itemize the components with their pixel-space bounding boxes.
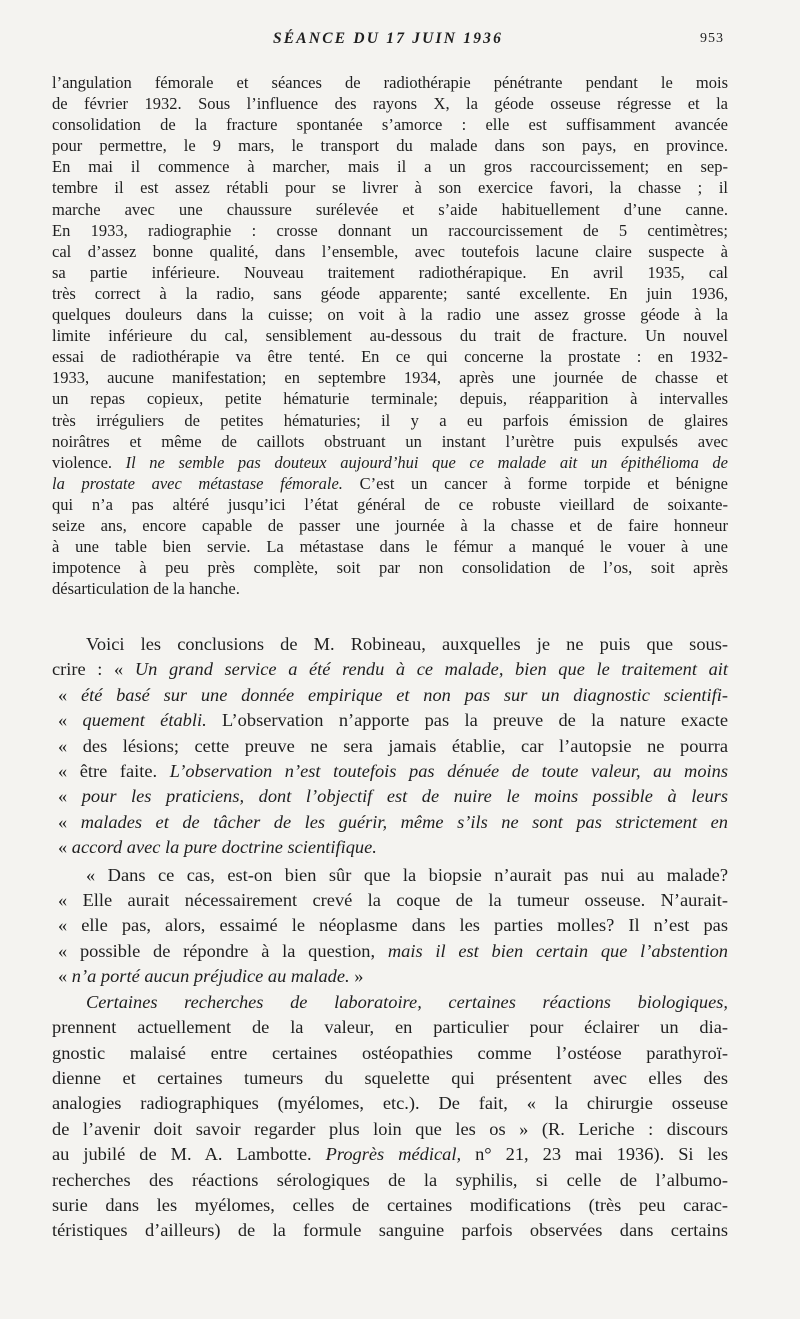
text-segment: très correct à la radio, sans géode apparente; santé excellente. En juin 1936, bbox=[52, 283, 728, 303]
page-number: 953 bbox=[700, 31, 724, 46]
text-segment: « bbox=[58, 837, 72, 858]
text-segment: au jubilé de M. A. Lambotte. bbox=[52, 1144, 326, 1165]
text-line bbox=[52, 810, 728, 835]
text-segment: seize ans, encore capable de passer une journée à la chasse et de faire honneur bbox=[52, 515, 728, 535]
text-segment: quelques douleurs dans la cuisse; on voit à la radio une assez grosse géode à la bbox=[52, 305, 728, 325]
text-segment: gnostic malaisé entre certaines ostéopathies comme l’ostéose parathyroï- bbox=[52, 1042, 728, 1063]
text-segment: tembre il est assez rétabli pour se livrer à son exercice favori, la chasse ; il bbox=[52, 178, 728, 198]
text-line bbox=[52, 114, 728, 135]
text-segment: violence. bbox=[52, 452, 126, 472]
text-line bbox=[52, 262, 728, 283]
italic-text: été basé sur une donnée empirique et non pas sur un diagnostic scientifi- bbox=[80, 684, 728, 705]
text-segment: n° 21, 23 mai 1936). Si les bbox=[461, 1144, 728, 1165]
italic-text: pour les praticiens, dont l’objectif est de nuire le moins possible à leurs bbox=[81, 786, 728, 807]
text-line bbox=[52, 632, 728, 657]
text-segment: analogies radiographiques (myélomes, etc.). De fait, « la chirurgie osseuse bbox=[52, 1093, 728, 1114]
text-segment: dienne et certaines tumeurs du squelette qui présentent avec elles des bbox=[52, 1067, 728, 1088]
text-segment: 1933, aucune manifestation; en septembre 1934, après une journée de chasse et bbox=[52, 368, 728, 388]
text-segment: « être faite. bbox=[58, 761, 170, 782]
text-line bbox=[52, 283, 728, 304]
text-segment: un repas copieux, petite hématurie terminale; depuis, réapparition à intervalles bbox=[52, 389, 728, 409]
text-line bbox=[52, 784, 728, 809]
text-segment: désarticulation de la hanche. bbox=[52, 579, 240, 599]
text-line bbox=[52, 913, 728, 938]
text-line bbox=[52, 199, 728, 220]
text-line bbox=[52, 990, 728, 1015]
text-segment: C’est un cancer à forme torpide et bénigne bbox=[342, 473, 728, 493]
text-segment: impotence à peu près complète, soit par non consolidation de l’os, soit après bbox=[52, 558, 728, 578]
text-segment: de février 1932. Sous l’influence des rayons X, la géode osseuse régresse et la bbox=[52, 94, 728, 114]
text-line bbox=[52, 1041, 728, 1066]
text-segment: de l’avenir doit savoir regarder plus loin que les os » (R. Leriche : discours bbox=[52, 1118, 728, 1139]
text-segment: pour permettre, le 9 mars, le transport du malade dans son pays, en province. bbox=[52, 136, 728, 156]
text-line bbox=[52, 1168, 728, 1193]
text-line bbox=[52, 156, 728, 177]
text-line bbox=[52, 431, 728, 452]
text-line bbox=[52, 734, 728, 759]
running-title: SÉANCE DU 17 JUIN 1936 bbox=[272, 30, 504, 47]
text-segment: crire : « bbox=[52, 659, 135, 680]
text-segment: essai de radiothérapie va être tenté. En ce qui concerne la prostate : en 1932- bbox=[52, 347, 728, 367]
text-line bbox=[52, 410, 728, 431]
text-segment: surie dans les myélomes, celles de certaines modifications (très peu carac- bbox=[52, 1194, 728, 1215]
italic-text: malades et de tâcher de les guérir, même s’ils ne sont pas strictement en bbox=[80, 811, 729, 832]
text-segment: « Dans ce cas, est-on bien sûr que la biopsie n’aurait pas nui au malade? bbox=[86, 864, 728, 885]
text-segment: limite inférieure du cal, sensiblement au-dessous du trait de fracture. Un nouvel bbox=[52, 326, 728, 346]
text-line bbox=[52, 473, 728, 494]
text-line bbox=[52, 135, 728, 156]
case-report-paragraph bbox=[52, 72, 728, 599]
text-segment: « bbox=[58, 684, 81, 705]
text-line bbox=[52, 346, 728, 367]
text-segment: « bbox=[58, 786, 82, 807]
text-line bbox=[52, 93, 728, 114]
text-segment: cal d’assez bonne qualité, dans l’ensemble, avec toutefois lacune claire suspecte à bbox=[52, 241, 728, 261]
italic-text: Il ne semble pas douteux aujourd’hui que ce malade ait un épithélioma de bbox=[125, 452, 729, 472]
text-line bbox=[52, 515, 728, 536]
text-segment: » bbox=[349, 966, 364, 987]
italic-text: Progrès médical, bbox=[325, 1144, 462, 1165]
text-line bbox=[52, 367, 728, 388]
italic-text: la prostate avec métastase fémorale. bbox=[52, 473, 343, 493]
text-line bbox=[52, 888, 728, 913]
text-segment: l’angulation fémorale et séances de radiothérapie pénétrante pendant le mois bbox=[52, 73, 728, 92]
text-line bbox=[52, 964, 728, 989]
text-line bbox=[52, 939, 728, 964]
italic-text: accord avec la pure doctrine scientifique. bbox=[71, 837, 377, 858]
text-line bbox=[52, 1091, 728, 1116]
text-segment: marche avec une chaussure surélevée et s’aide habituellement d’une canne. bbox=[52, 199, 728, 219]
text-line bbox=[52, 759, 728, 784]
italic-text: n’a porté aucun préjudice au malade. bbox=[71, 966, 350, 987]
text-line bbox=[52, 863, 728, 888]
italic-text: L’observation n’est toutefois pas dénuée de toute valeur, au moins bbox=[169, 761, 728, 782]
italic-text: Un grand service a été rendu à ce malade, bien que le traitement ait bbox=[134, 659, 729, 680]
text-segment: noirâtres et même de caillots obstruant un instant l’urètre puis expulsés avec bbox=[52, 431, 728, 451]
italic-text: Certaines recherches de laboratoire, certaines réactions biologiques, bbox=[86, 991, 728, 1012]
text-segment: téristiques d’ailleurs) de la formule sanguine parfois observées dans certains bbox=[52, 1220, 728, 1241]
text-segment: consolidation de la fracture spontanée s’amorce : elle est suffisamment avancée bbox=[52, 115, 728, 135]
text-line bbox=[52, 1193, 728, 1218]
text-line bbox=[52, 1142, 728, 1167]
text-segment: Voici les conclusions de M. Robineau, auxquelles je ne puis que sous- bbox=[86, 634, 728, 654]
text-line bbox=[52, 304, 728, 325]
text-segment: à une table bien servie. La métastase dans le fémur a manqué le vouer à une bbox=[52, 537, 728, 557]
text-line bbox=[52, 578, 728, 599]
text-segment: « possible de répondre à la question, bbox=[58, 940, 388, 961]
text-line bbox=[52, 72, 728, 93]
text-line bbox=[52, 388, 728, 409]
text-segment: sa partie inférieure. Nouveau traitement radiothérapique. En avril 1935, cal bbox=[52, 262, 728, 282]
text-line bbox=[52, 177, 728, 198]
text-line bbox=[52, 1066, 728, 1091]
text-line bbox=[52, 536, 728, 557]
italic-text: mais il est bien certain que l’abstention bbox=[387, 940, 728, 961]
text-segment: « Elle aurait nécessairement crevé la coque de la tumeur osseuse. N’aurait- bbox=[58, 890, 728, 911]
text-segment: prennent actuellement de la valeur, en particulier pour éclairer un dia- bbox=[52, 1017, 728, 1038]
text-line bbox=[52, 1117, 728, 1142]
text-segment: « bbox=[58, 710, 83, 731]
text-segment: L’observation n’apporte pas la preuve de la nature exacte bbox=[206, 710, 728, 731]
text-segment: « bbox=[58, 966, 72, 987]
text-line bbox=[52, 241, 728, 262]
text-line bbox=[52, 708, 728, 733]
text-line bbox=[52, 1218, 728, 1243]
text-line bbox=[52, 325, 728, 346]
text-line bbox=[52, 657, 728, 682]
text-segment: qui n’a pas altéré jusqu’ici l’état général de ce robuste vieillard de soixante- bbox=[52, 494, 728, 514]
text-segment: « bbox=[58, 811, 81, 832]
text-line bbox=[52, 1015, 728, 1040]
text-segment: « des lésions; cette preuve ne sera jamais établie, car l’autopsie ne pourra bbox=[58, 735, 728, 756]
text-segment: En mai il commence à marcher, mais il a un gros raccourcissement; en sep- bbox=[52, 157, 728, 177]
commentary-text bbox=[52, 632, 728, 1244]
italic-text: quement établi. bbox=[82, 710, 207, 731]
text-line bbox=[52, 683, 728, 708]
text-line bbox=[52, 835, 728, 860]
text-line bbox=[52, 557, 728, 578]
text-line bbox=[52, 494, 728, 515]
text-segment: « elle pas, alors, essaimé le néoplasme dans les parties molles? Il n’est pas bbox=[58, 915, 728, 936]
text-segment: recherches des réactions sérologiques de la syphilis, si celle de l’albumo- bbox=[52, 1169, 728, 1190]
text-segment: En 1933, radiographie : crosse donnant un raccourcissement de 5 centimètres; bbox=[52, 220, 728, 240]
text-line bbox=[52, 220, 728, 241]
text-segment: très irréguliers de petites hématuries; il y a eu parfois émission de glaires bbox=[52, 410, 728, 430]
text-line bbox=[52, 452, 728, 473]
page-header bbox=[52, 30, 724, 54]
